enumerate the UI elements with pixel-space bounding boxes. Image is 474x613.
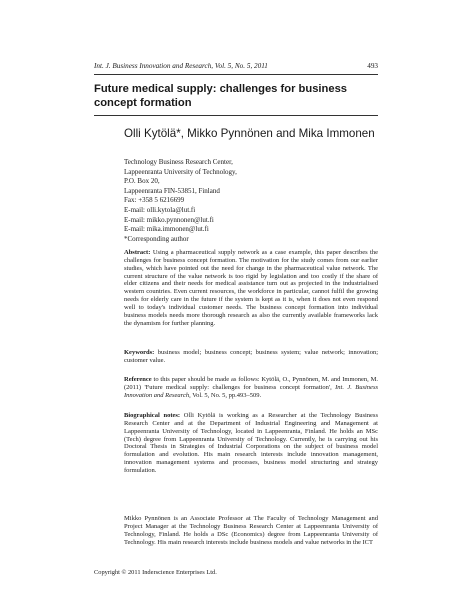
running-header [94,62,378,70]
page-number: 493 [367,62,378,70]
bio-pynnonen: Mikko Pynnönen is an Associate Professor at The Faculty of Technology Management and Project Manager at the Technology Business Research Center at Lappeenranta University of Technology, Finland. He holds a DSc (Economics) degree from Lappeenranta University of Technology. His main research interests include business models and value networks in the ICT [124,515,378,546]
email-line: E-mail: mika.immonen@lut.fi [124,225,209,234]
reference-text: to this paper should be made as follows: Kytölä, O., Pynnönen, M. and Immonen, M. (2011) 'Future medical supply: challenges for business concept formation', [124,376,379,391]
abstract-text: Using a pharmaceutical supply network as a case example, this paper describes the challenges for business concept formation. The motivation for the study comes from our earlier studies, which have pointed out the need for change in the pharmaceutical value network. The current structure of the value network is too rigid by legislation and too costly if the share of elder citizens and their needs for medical assistance turn out as projected in the industrialised western countries. Even current resources, the workforce in particular, cannot fulfil the growing needs for elderly care in the future if the system is kept as it is, when it does not even respond well to today's individual customer needs. The business concept formation into individual business models needs more thorough research as also the currently available frameworks lack the dynamism for further planning. [124,249,379,327]
copyright-notice: Copyright © 2011 Inderscience Enterprises Ltd. [94,569,217,576]
affiliation-line: P.O. Box 20, [124,177,160,186]
affiliation-line: Lappeenranta FIN-53851, Finland [124,186,220,195]
email-line: E-mail: olli.kytola@lut.fi [124,205,196,214]
affiliation-block [124,158,378,244]
reference [124,376,378,400]
affiliation-line: Lappeenranta University of Technology, [124,167,237,176]
email-line: E-mail: mikko.pynnonen@lut.fi [124,215,214,224]
fax-line: Fax: +358 5 6216699 [124,196,185,205]
journal-citation: Int. J. Business Innovation and Research, Vol. 5, No. 5, 2011 [94,62,268,70]
abstract [124,249,378,327]
affiliation-line: Technology Business Research Center, [124,158,233,166]
abstract-label: Abstract: [124,249,151,256]
header-rule [94,74,378,75]
reference-journal: Int. J. Business Innovation and Research, [124,383,379,399]
title-rule [94,115,378,116]
reference-label: Reference [124,376,152,383]
bio-text-kytola: Olli Kytölä is working as a Researcher at the Technology Business Research Center and at the Department of Industrial Engineering and Management at Lappeenranta University of Technology, located in Lappeenranta, Finland. He holds an MSc (Tech) degree from Lappeenranta University of Technology. Currently, he is carrying out his Doctoral Thesis in Strategies of Industrial Corporations on the subject of business model formulation and evolution. His main research interests include innovation management, innovation management systems and processes, business model structuring and strategy formulation. [124,412,378,474]
bio-label: Biographical notes: [124,412,181,419]
biographical-notes [124,412,378,475]
corresponding-author-note: *Corresponding author [124,234,189,243]
keywords-label: Keywords: [124,349,155,356]
keywords [124,349,378,365]
keywords-text: business model; business concept; business system; value network; innovation; customer value. [124,349,379,364]
author-list: Olli Kytölä*, Mikko Pynnönen and Mika Immonen [124,127,375,140]
paper-title: Future medical supply: challenges for business concept formation [94,83,348,109]
reference-pages: Vol. 5, No. 5, pp.493–509. [192,391,262,399]
